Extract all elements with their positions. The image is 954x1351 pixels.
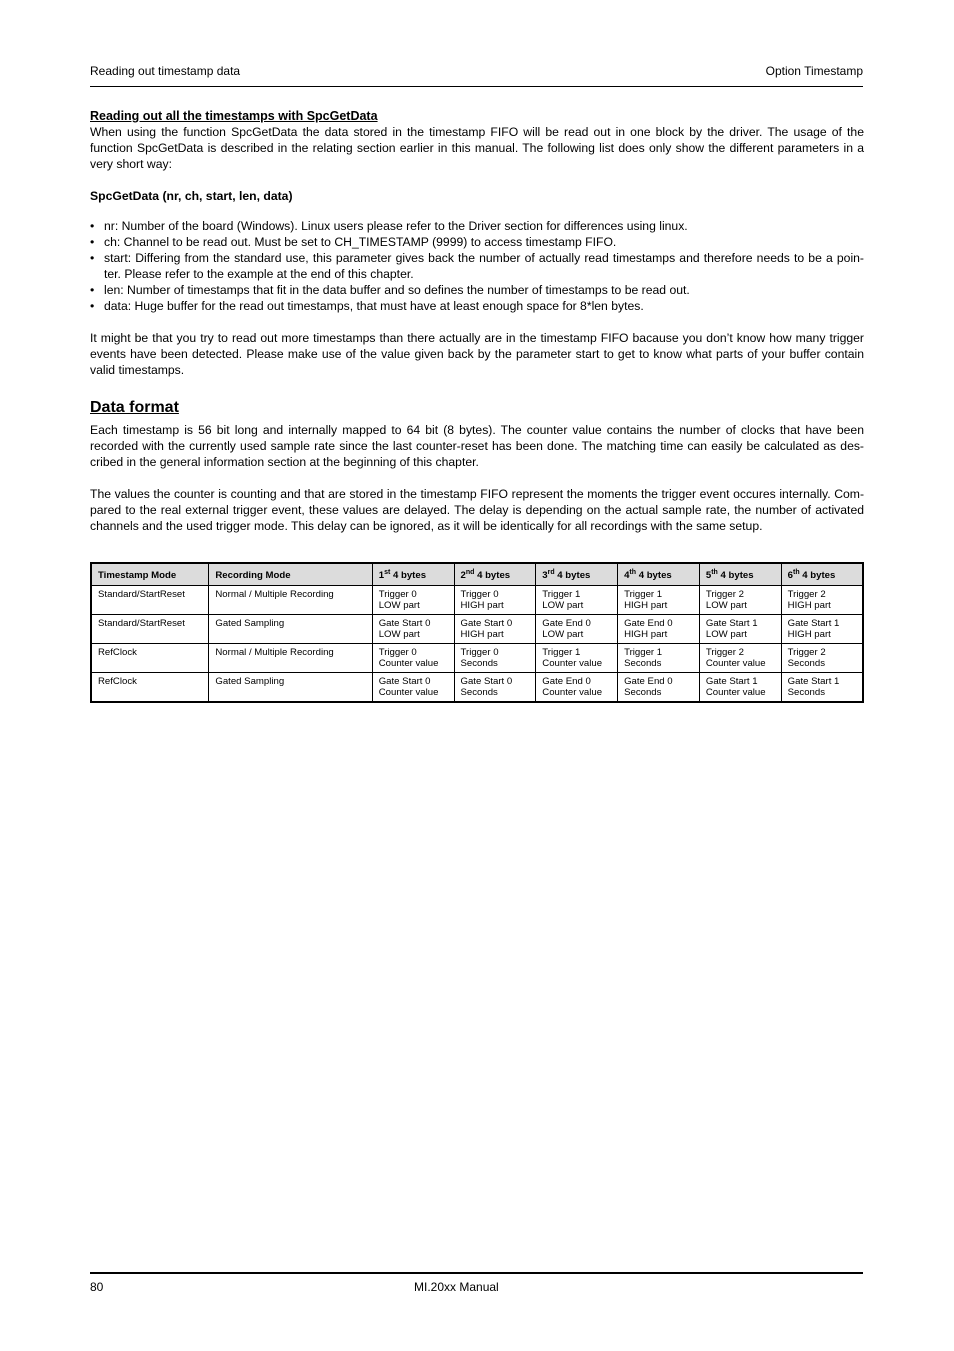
cell-line: Trigger 0 <box>378 647 417 658</box>
page-number: 80 <box>90 1280 104 1294</box>
cell-line: Normal / Multiple Recording <box>215 589 334 600</box>
table-cell <box>91 644 209 673</box>
table-cell <box>781 644 863 673</box>
cell-line: Trigger 1 <box>624 647 663 658</box>
cell-line: Gate End 0 <box>624 676 673 687</box>
cell-line: Gate Start 0 <box>460 676 513 687</box>
column-header: 5th 4 bytes <box>699 563 781 586</box>
cell-line: Gated Sampling <box>215 676 285 687</box>
cell-line: Counter value <box>378 687 439 698</box>
page-header <box>90 64 863 87</box>
table-cell <box>372 644 454 673</box>
list-item: • start: Differing from the standard use, this parameter gives back the number of actually read timestamps and therefore needs to be a poin-ter. Please refer to the example at the end of this chapter. <box>90 250 864 282</box>
cell-line: LOW part <box>705 600 747 611</box>
cell-line: Trigger 0 <box>460 589 499 600</box>
table-cell <box>454 586 536 615</box>
column-header: 4th 4 bytes <box>618 563 700 586</box>
table-cell <box>618 615 700 644</box>
cell-line: HIGH part <box>624 600 668 611</box>
table-cell <box>536 673 618 703</box>
cell-line: Standard/StartReset <box>98 589 185 600</box>
table-cell <box>699 673 781 703</box>
page-footer <box>90 1272 863 1294</box>
cell-line: Gate Start 0 <box>378 676 431 687</box>
cell-line: Trigger 2 <box>787 647 826 658</box>
timestamp-format-table <box>90 562 864 703</box>
column-header: 3rd 4 bytes <box>536 563 618 586</box>
header-chapter-title: Reading out timestamp data <box>90 64 241 78</box>
column-header: 6th 4 bytes <box>781 563 863 586</box>
table-cell <box>454 644 536 673</box>
list-item: • nr: Number of the board (Windows). Linux users please refer to the Driver section for differences using linux. <box>90 218 864 234</box>
cell-line: Gate End 0 <box>624 618 673 629</box>
parameter-list <box>90 218 864 314</box>
cell-line: Trigger 2 <box>705 589 744 600</box>
table-cell <box>209 586 372 615</box>
cell-line: LOW part <box>378 629 420 640</box>
table-cell <box>618 644 700 673</box>
cell-line: Counter value <box>705 658 766 669</box>
cell-line: Seconds <box>460 687 498 698</box>
cell-line: Seconds <box>624 658 662 669</box>
column-header: Recording Mode <box>209 563 372 586</box>
cell-line: LOW part <box>705 629 747 640</box>
table-cell <box>699 615 781 644</box>
table-cell <box>699 586 781 615</box>
cell-line: Trigger 2 <box>705 647 744 658</box>
table-cell <box>372 586 454 615</box>
cell-line: Standard/StartReset <box>98 618 185 629</box>
table-header-row <box>91 563 863 586</box>
table-cell <box>618 673 700 703</box>
column-header: 2nd 4 bytes <box>454 563 536 586</box>
table-cell <box>454 615 536 644</box>
cell-line: Trigger 1 <box>542 647 581 658</box>
table-cell <box>699 644 781 673</box>
cell-line: HIGH part <box>787 629 831 640</box>
cell-line: Trigger 0 <box>460 647 499 658</box>
cell-line: RefClock <box>98 647 137 658</box>
cell-line: Seconds <box>787 687 825 698</box>
cell-line: Seconds <box>787 658 825 669</box>
data-format-paragraph-2: The values the counter is counting and that are stored in the timestamp FIFO represent the moments the trigger event occures internally. Com-pared to the real external trigger event, these values are delayed. The delay is depending on the actual sample rate, the number of activated channels and the used trigger mode. This delay can be ignored, as it will be identically for all recordings with the same setup. <box>90 487 864 533</box>
cell-line: HIGH part <box>460 629 504 640</box>
page-content <box>90 108 864 534</box>
header-section-title: Option Timestamp <box>765 64 863 78</box>
section-title-data-format: Data format <box>90 399 179 416</box>
list-item: • len: Number of timestamps that fit in the data buffer and so defines the number of timestamps to be read out. <box>90 282 864 298</box>
cell-line: Counter value <box>542 658 603 669</box>
table-cell <box>454 673 536 703</box>
table-cell <box>781 586 863 615</box>
cell-line: Trigger 1 <box>542 589 581 600</box>
table-row <box>91 644 863 673</box>
table-row <box>91 586 863 615</box>
table-cell <box>536 615 618 644</box>
cell-line: Gate Start 1 <box>787 618 840 629</box>
cell-line: Counter value <box>542 687 603 698</box>
column-header: 1st 4 bytes <box>372 563 454 586</box>
cell-line: Counter value <box>705 687 766 698</box>
manual-title: MI.20xx Manual <box>414 1280 499 1294</box>
table-cell <box>209 673 372 703</box>
cell-line: Gate Start 1 <box>705 676 758 687</box>
column-header: Timestamp Mode <box>91 563 209 586</box>
cell-line: Trigger 1 <box>624 589 663 600</box>
cell-line: HIGH part <box>787 600 831 611</box>
cell-line: Gate Start 0 <box>378 618 431 629</box>
cell-line: LOW part <box>542 629 584 640</box>
cell-line: HIGH part <box>624 629 668 640</box>
table-cell <box>536 586 618 615</box>
table-row <box>91 673 863 703</box>
intro-paragraph: When using the function SpcGetData the data stored in the timestamp FIFO will be read out in one block by the driver. The usage of the function SpcGetData is described in the relating section earlier in this manual. The following list does only show the different parameters in a very short way: <box>90 125 864 171</box>
cell-line: HIGH part <box>460 600 504 611</box>
table-cell <box>91 615 209 644</box>
table-cell <box>91 673 209 703</box>
cell-line: Gate Start 1 <box>705 618 758 629</box>
cell-line: Gate Start 0 <box>460 618 513 629</box>
table-row <box>91 615 863 644</box>
cell-line: LOW part <box>542 600 584 611</box>
table-cell <box>91 586 209 615</box>
cell-line: Trigger 0 <box>378 589 417 600</box>
table-cell <box>781 615 863 644</box>
data-format-paragraph-1: Each timestamp is 56 bit long and internally mapped to 64 bit (8 bytes). The counter value contains the number of clocks that have been recorded with the currently used sample rate since the last counter-reset has been done. The matching time can easily be calculated as des-cribed in the general information section at the beginning of this chapter. <box>90 423 864 469</box>
table-cell <box>209 644 372 673</box>
table-cell <box>536 644 618 673</box>
function-signature: SpcGetData (nr, ch, start, len, data) <box>90 189 293 203</box>
list-item: • data: Huge buffer for the read out timestamps, that must have at least enough space for 8*len bytes. <box>90 298 864 314</box>
table-cell <box>618 586 700 615</box>
cell-line: Gate End 0 <box>542 676 591 687</box>
cell-line: Gate End 0 <box>542 618 591 629</box>
cell-line: Trigger 2 <box>787 589 826 600</box>
list-item: • ch: Channel to be read out. Must be set to CH_TIMESTAMP (9999) to access timestamp FIFO. <box>90 234 864 250</box>
cell-line: Counter value <box>378 658 439 669</box>
note-paragraph: It might be that you try to read out more timestamps than there actually are in the timestamp FIFO bacause you don’t know how many trigger events have been detected. Please make use of the value given back by the parameter start to get to know what parts of your buffer contain valid timestamps. <box>90 331 864 377</box>
table-body <box>91 586 863 703</box>
table-cell <box>372 615 454 644</box>
table-cell <box>372 673 454 703</box>
cell-line: RefClock <box>98 676 137 687</box>
table-cell <box>209 615 372 644</box>
table-cell <box>781 673 863 703</box>
cell-line: LOW part <box>378 600 420 611</box>
cell-line: Seconds <box>460 658 498 669</box>
cell-line: Gated Sampling <box>215 618 285 629</box>
cell-line: Normal / Multiple Recording <box>215 647 334 658</box>
cell-line: Gate Start 1 <box>787 676 840 687</box>
section-title-spcgetdata: Reading out all the timestamps with SpcGetData <box>90 109 378 123</box>
cell-line: Seconds <box>624 687 662 698</box>
